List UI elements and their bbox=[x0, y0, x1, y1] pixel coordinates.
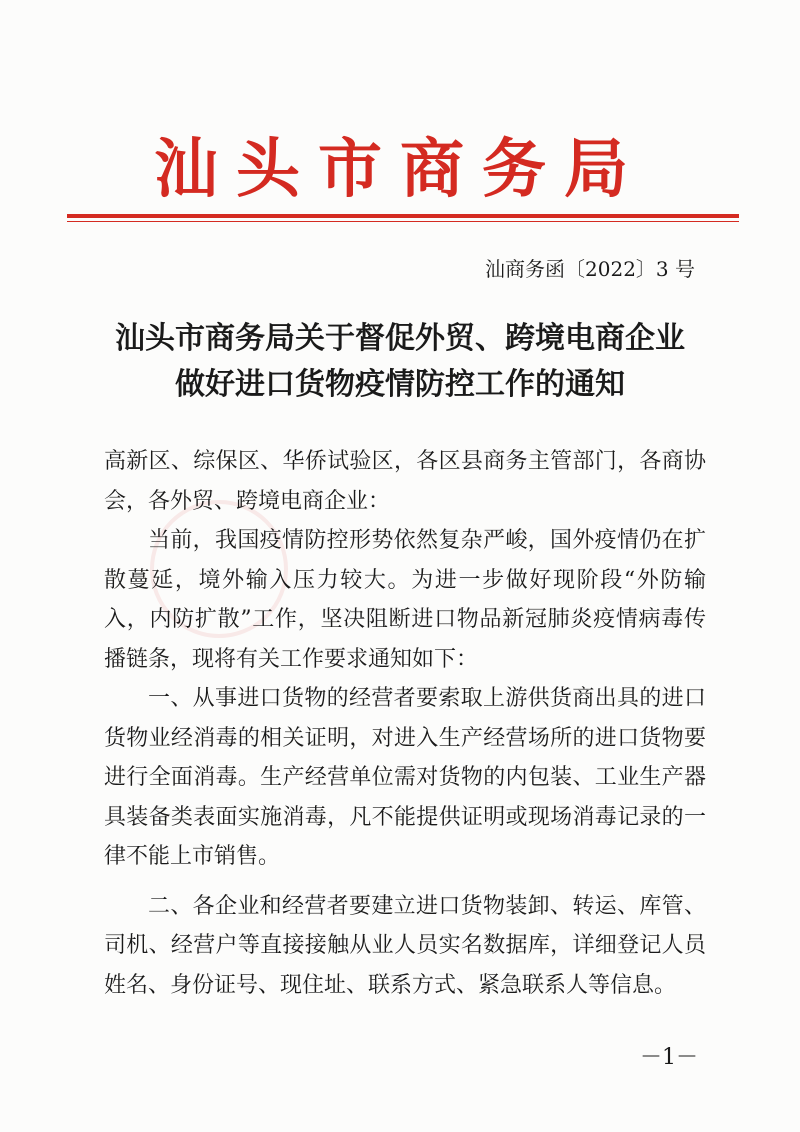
paragraph-intro: 当前，我国疫情防控形势依然复杂严峻，国外疫情仍在扩散蔓延，境外输入压力较大。为进一步做好现阶段“外防输入，内防扩散”工作，坚决阻断进口物品新冠肺炎疫情病毒传播链条，现将有关工作要求通知如下： bbox=[104, 528, 706, 672]
header-red-divider-thin bbox=[67, 221, 739, 222]
notice-title-line-2: 做好进口货物疫情防控工作的通知 bbox=[175, 367, 625, 402]
recipients-line: 高新区、综保区、华侨试验区，各区县商务主管部门，各商协会，各外贸、跨境电商企业： bbox=[104, 449, 706, 514]
notice-body bbox=[104, 442, 706, 1005]
document-number: 汕商务函〔2022〕3 号 bbox=[485, 257, 695, 281]
paragraph-item-2: 二、各企业和经营者要建立进口货物装卸、转运、库管、司机、经营户等直接接触从业人员实名数据库，详细登记人员姓名、身份证号、现住址、联系方式、紧急联系人等信息。 bbox=[104, 893, 706, 998]
page-number: －1－ bbox=[640, 1045, 698, 1070]
paragraph-item-1: 一、从事进口货物的经营者要索取上游供货商出具的进口货物业经消毒的相关证明，对进入生产经营场所的进口货物要进行全面消毒。生产经营单位需对货物的内包装、工业生产器具装备类表面实施消毒，凡不能提供证明或现场消毒记录的一律不能上市销售。 bbox=[104, 686, 706, 869]
notice-title-line-1: 汕头市商务局关于督促外贸、跨境电商企业 bbox=[115, 321, 685, 356]
header-red-divider bbox=[67, 214, 739, 218]
org-header-title: 汕头市商务局 bbox=[154, 132, 646, 207]
notice-title bbox=[0, 316, 800, 408]
